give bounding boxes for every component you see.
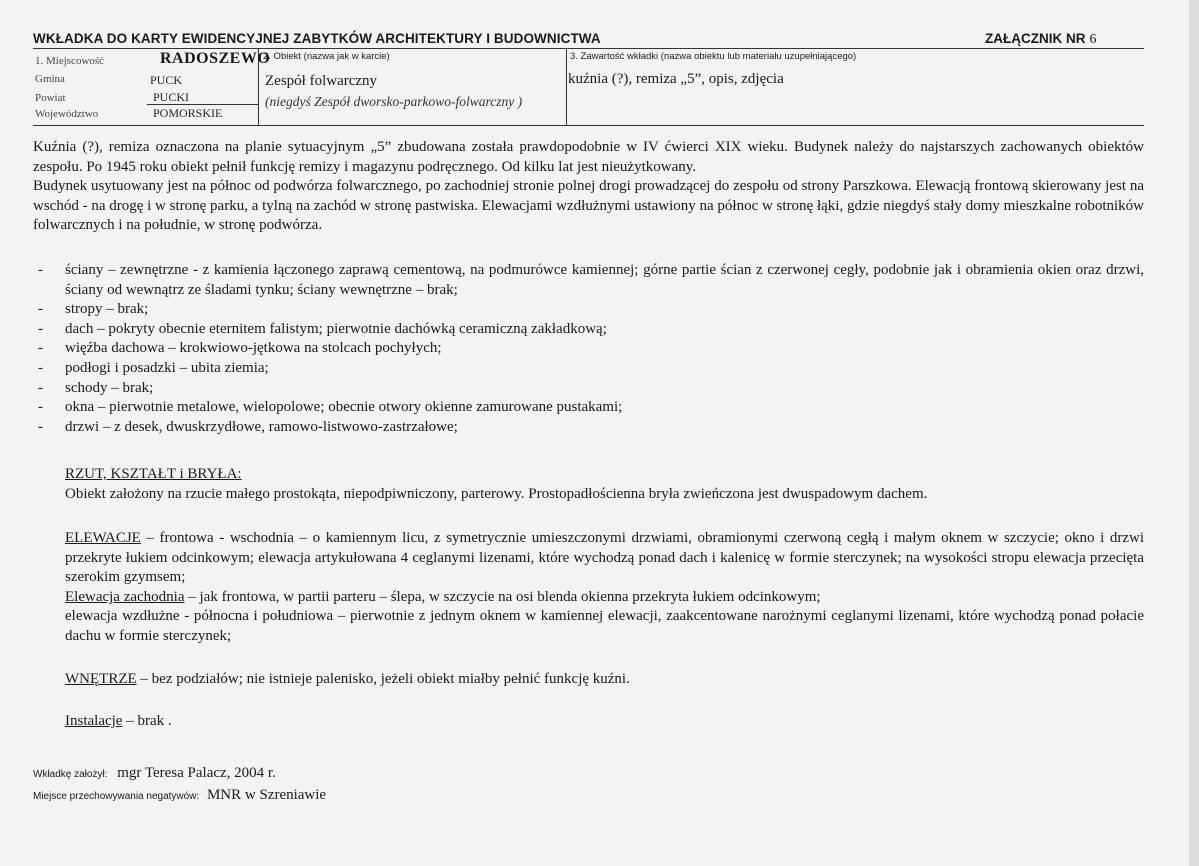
footer-author xyxy=(33,765,276,782)
rzut-heading: RZUT, KSZTAŁT i BRYŁA: xyxy=(65,466,242,482)
section-wnetrze xyxy=(65,670,1144,690)
label-miejscowosc: 1. Miejscowość xyxy=(35,55,105,67)
list-item: - ściany – zewnętrzne - z kamienia łączonego zaprawą cementową, na podmurówce kamiennej; górne partie ścian z czerwonej cegły, podobnie jak i obramienia okien oraz drzwi, ściany od wewnątrz ze śladami tynku; ściany wewnętrzne – brak; xyxy=(38,262,1144,298)
contents-value: kuźnia (?), remiza „5”, opis, zdjęcia xyxy=(568,71,784,87)
section-rzut xyxy=(65,465,1144,504)
header-top-rule xyxy=(33,48,1144,49)
label-powiat: Powiat xyxy=(35,92,66,104)
section-instalacje xyxy=(65,712,1144,732)
header-bottom-rule xyxy=(33,125,1144,126)
author-value: mgr Teresa Palacz, 2004 r. xyxy=(117,765,276,781)
list-item: - drzwi – z desek, dwuskrzydłowe, ramowo-listwowo-zastrzałowe; xyxy=(38,418,458,435)
list-item: - stropy – brak; xyxy=(38,301,149,318)
section-elewacje xyxy=(65,529,1144,647)
object-alt-name: (niegdyś Zespół dworsko-parkowo-folwarczny ) xyxy=(265,94,523,109)
list-item: - okna – pierwotnie metalowe, wielopolowe; obecnie otwory okienne zamurowane pustakami; xyxy=(38,399,623,416)
scan-edge xyxy=(1189,0,1199,866)
intro-paragraph-1: Kuźnia (?), remiza oznaczona na planie sytuacyjnym „5” zbudowana została prawdopodobnie w IV ćwierci XIX wieku. Budynek należy do najstarszych zachowanych obiektów zespołu. Po 1945 roku obiekt pełnił funkcję remizy i magazynu podręcznego. Od kilku lat jest nieużytkowany. xyxy=(33,139,1144,175)
label-wojewodztwo: Województwo xyxy=(35,108,99,120)
list-item: - więźba dachowa – krokwiowo-jętkowa na stolcach pochyłych; xyxy=(38,340,442,357)
list-item: - dach – pokryty obecnie eternitem falistym; pierwotnie dachówką ceramiczną zakładkową; xyxy=(38,320,607,337)
negatives-label: Miejsce przechowywania negatywów: xyxy=(33,791,200,802)
list-item: - podłogi i posadzki – ubita ziemia; xyxy=(38,359,269,376)
author-label: Wkładkę założył: xyxy=(33,769,108,780)
gmina-value: PUCK xyxy=(150,73,183,87)
elewacje-heading: ELEWACJE xyxy=(65,530,141,546)
column-divider-2 xyxy=(566,48,567,125)
elements-list xyxy=(33,261,1144,437)
elewacje-text: – frontowa - wschodnia – o kamiennym licu, z symetrycznie umieszczonymi drzwiami, obramionymi czerwoną cegłą i małym oknem w szczycie; okno i drzwi przekryte łukiem odcinkowym; elewacja artykułowana 4 ceglanymi lizenami, które wychodzą ponad dach i kalenicę w formie sterczynek; na wysokości stropu elewacja przecięta szerokim gzymsem; xyxy=(65,530,1144,586)
label-gmina: Gmina xyxy=(35,73,65,85)
wnetrze-text: – bez podziałów; nie istnieje palenisko, jeżeli obiekt miałby pełnić funkcję kuźni. xyxy=(136,671,630,687)
powiat-value: PUCKI xyxy=(153,90,190,104)
annex-number: 6 xyxy=(1089,32,1097,47)
label-object: 2. Obiekt (nazwa jak w karcie) xyxy=(263,51,390,62)
instalacje-text: – brak . xyxy=(122,713,172,729)
intro-paragraph-2: Budynek usytuowany jest na północ od podwórza folwarcznego, po zachodniej stronie polnej drogi prowadzącej do zespołu od strony Parszkowa. Elewacją frontową skierowany jest na wschód - na drogę i w stronę parku, a tylną na zachód w stronę pastwiska. Elewacjami wzdłużnymi ustawiony na północ w stronę łąki, gdzie niegdyś stały domy mieszkalne robotników folwarcznych i na południe, w stronę podwórza. xyxy=(33,178,1144,233)
list-item: - schody – brak; xyxy=(38,379,154,396)
instalacje-heading: Instalacje xyxy=(65,713,123,729)
intro-text xyxy=(33,138,1144,236)
object-name: Zespół folwarczny xyxy=(265,73,378,89)
footer-negatives xyxy=(33,787,326,804)
annex-label xyxy=(985,31,1097,48)
elewacja-zachodnia-text: – jak frontowa, w partii parteru – ślepa, w szczycie na osi blenda okienna przekryta łukiem odcinkowym; xyxy=(184,588,821,605)
wojewodztwo-value: POMORSKIE xyxy=(153,106,223,120)
place-name: RADOSZEWO xyxy=(160,50,271,67)
document-title: WKŁADKA DO KARTY EWIDENCYJNEJ ZABYTKÓW ARCHITEKTURY I BUDOWNICTWA xyxy=(33,31,601,46)
label-contents: 3. Zawartość wkładki (nazwa obiektu lub materiału uzupełniającego) xyxy=(570,51,857,62)
negatives-value: MNR w Szreniawie xyxy=(206,787,327,803)
elewacje-wzdluzne-text: elewacja wzdłużne - północna i południowa – pierwotnie z jednym oknem w kamiennej elewacji, zaakcentowane narożnymi ceglanymi lizenami, które wychodzą ponad połacie dachu w formie sterczynek; xyxy=(65,608,1144,644)
elewacja-zachodnia-heading: Elewacja zachodnia xyxy=(65,588,185,605)
rzut-text: Obiekt założony na rzucie małego prostokąta, niepodpiwniczony, parterowy. Prostopadłościenna bryła zwieńczona jest dwuspadowym dachem. xyxy=(65,485,928,502)
wnetrze-heading: WNĘTRZE xyxy=(65,671,137,687)
annex-label-text: ZAŁĄCZNIK NR xyxy=(985,31,1086,46)
